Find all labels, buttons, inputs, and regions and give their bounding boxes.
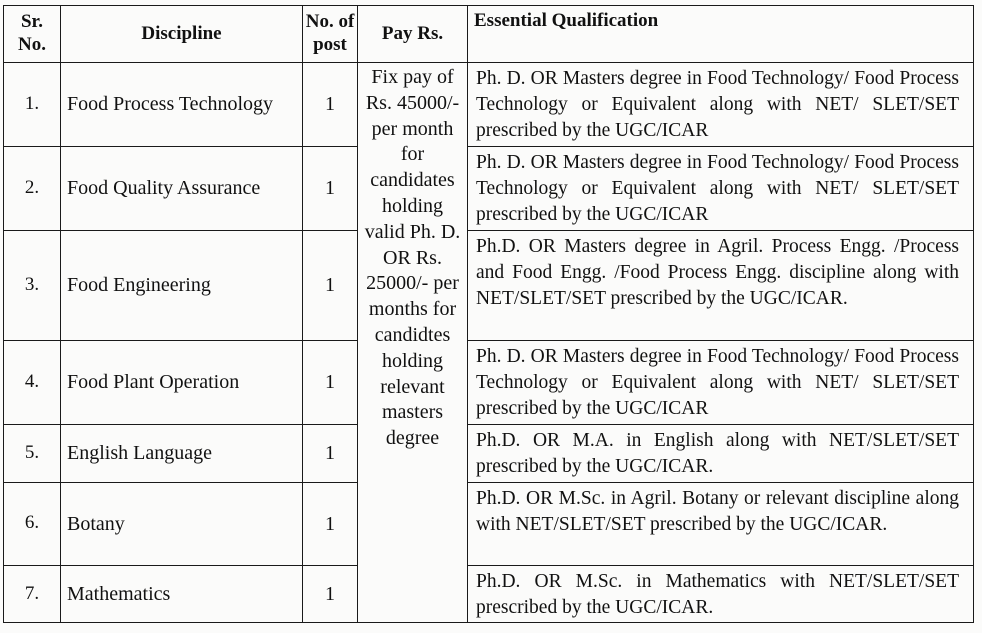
row-no-of-post: 1 [303,424,358,482]
row-qualification: Ph.D. OR M.Sc. in Mathematics with NET/SLET/SET prescribed by the UGC/ICAR. [468,565,974,623]
header-discipline: Discipline [61,6,303,63]
row-discipline: Mathematics [61,565,303,623]
row-discipline: Food Plant Operation [61,340,303,424]
table-row [4,424,974,482]
row-qualification: Ph. D. OR Masters degree in Food Technology/ Food Process Technology or Equivalent along with NET/ SLET/SET prescribed by the UGC/ICAR [468,340,974,424]
row-qualification: Ph.D. OR Masters degree in Agril. Process Engg. /Process and Food Engg. /Food Process Engg. discipline along with NET/SLET/SET prescribed by the UGC/ICAR. [468,230,974,340]
row-no-of-post: 1 [303,482,358,565]
header-pay: Pay Rs. [358,6,468,63]
row-no-of-post: 1 [303,146,358,230]
row-sr-no: 2. [4,146,61,230]
pay-cell: Fix pay of Rs. 45000/- per month for candidates holding valid Ph. D. OR Rs. 25000/- per months for candidtes holding relevant masters degree [358,63,468,623]
table-header-row [4,6,974,63]
row-no-of-post: 1 [303,230,358,340]
row-sr-no: 7. [4,565,61,623]
row-discipline: Food Process Technology [61,63,303,147]
table-row [4,230,974,340]
row-qualification: Ph. D. OR Masters degree in Food Technology/ Food Process Technology or Equivalent along with NET/ SLET/SET prescribed by the UGC/ICAR [468,146,974,230]
table-row [4,565,974,623]
header-sr-no: Sr. No. [4,6,61,63]
header-no-of-post: No. of post [303,6,358,63]
row-sr-no: 1. [4,63,61,147]
row-qualification: Ph.D. OR M.Sc. in Agril. Botany or relevant discipline along with NET/SLET/SET prescribed by the UGC/ICAR. [468,482,974,565]
row-discipline: English Language [61,424,303,482]
header-qualification: Essential Qualification [468,6,974,63]
row-qualification: Ph.D. OR M.A. in English along with NET/SLET/SET prescribed by the UGC/ICAR. [468,424,974,482]
recruitment-table [3,5,974,623]
row-discipline: Botany [61,482,303,565]
row-discipline: Food Quality Assurance [61,146,303,230]
row-discipline: Food Engineering [61,230,303,340]
row-sr-no: 6. [4,482,61,565]
row-sr-no: 4. [4,340,61,424]
row-no-of-post: 1 [303,340,358,424]
row-no-of-post: 1 [303,63,358,147]
row-qualification: Ph. D. OR Masters degree in Food Technology/ Food Process Technology or Equivalent along with NET/ SLET/SET prescribed by the UGC/ICAR [468,63,974,147]
row-sr-no: 5. [4,424,61,482]
table-row [4,146,974,230]
row-sr-no: 3. [4,230,61,340]
row-no-of-post: 1 [303,565,358,623]
table-row [4,482,974,565]
table-row [4,340,974,424]
table-row [4,63,974,147]
